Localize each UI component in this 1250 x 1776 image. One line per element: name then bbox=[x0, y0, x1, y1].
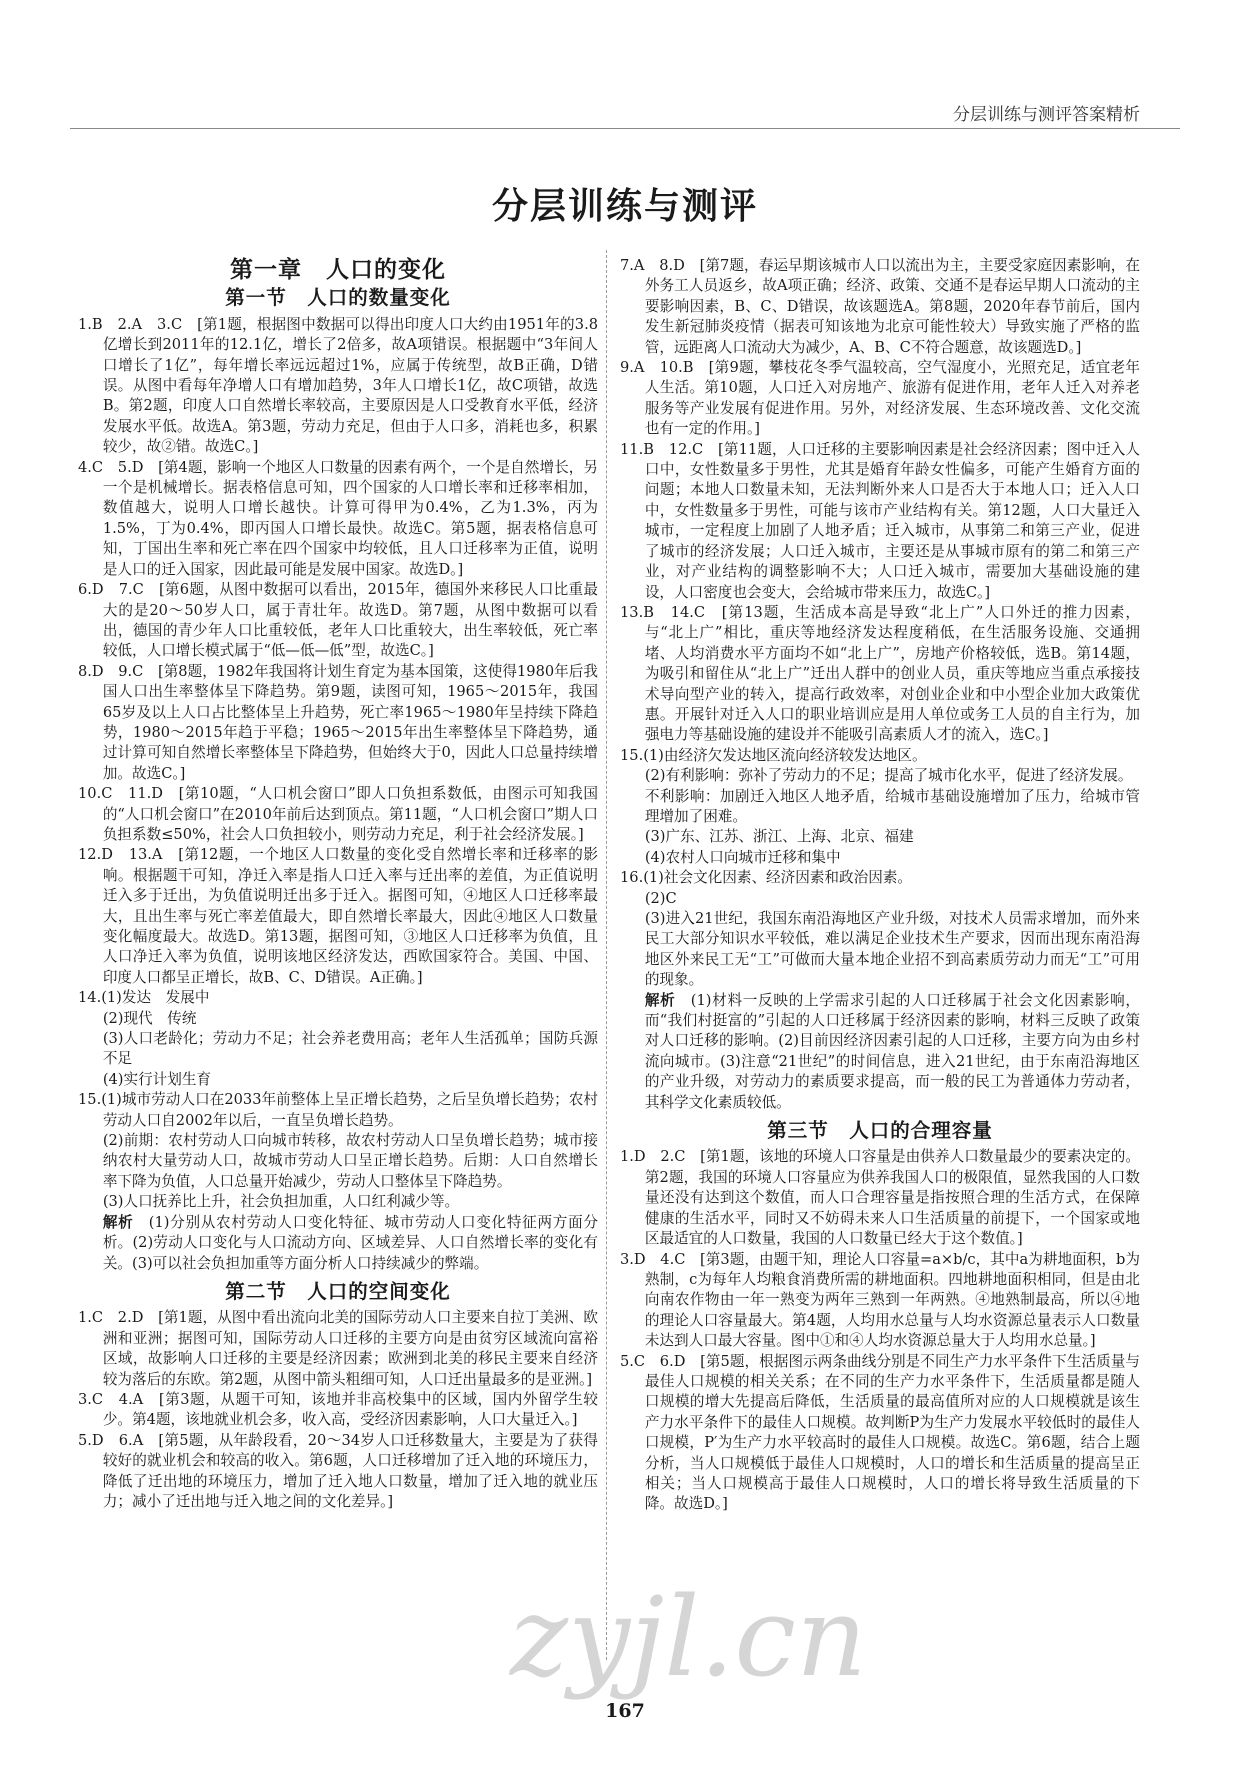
answer-14-4: (4)实行计划生育 bbox=[102, 1070, 212, 1088]
answer-s3-3-4: 3.D 4.C [第3题，由题干知，理论人口容量=a×b/c，其中a为耕地面积，b为熟制，c为每年人均粮食消费所需的耕地面积。四地耕地面积相同，但是由北向南农作物由一年一熟变为两年三熟到一年两熟。④地熟制最高，所以④地的理论人口容量最大。第4题，人均用水总量与人均水资源总量表示人口数量未达到人口最大容量。图中①和④人均水资源总量大于人均用水总量。] bbox=[620, 1250, 1140, 1350]
answer-4-5: 4.C 5.D [第4题，影响一个地区人口数量的因素有两个，一个是自然增长，另一个是机械增长。据表格信息可知，四个国家的人口增长率和迁移率相加，数值越大，说明人口增长越快。计算可得甲为0.4%，乙为1.3%，丙为1.5%，丁为0.4%，即丙国人口增长最快。故选C。第5题，据表格信息可知，丁国出生率和死亡率在四个国家中均较低，且人口迁移率为正值，说明是人口的迁入国家，因此最可能是发展中国家。故选D。] bbox=[78, 458, 598, 578]
section-title-1: 第一节 人口的数量变化 bbox=[225, 286, 451, 310]
answer-14-2: (2)现代 传统 bbox=[102, 1009, 197, 1027]
analysis-text: (1)分别从农村劳动人口变化特征、城市劳动人口变化特征两方面分析。(2)劳动人口变化与人口流动方向、区域差异、人口自然增长率的变化有关。(3)可以社会负担加重等方面分析人口持续减少的弊端。 bbox=[102, 1213, 598, 1272]
page-title: 分层训练与测评 bbox=[491, 186, 758, 227]
answer-s2-15-2: (2)有利影响：弥补了劳动力的不足；提高了城市化水平，促进了经济发展。 bbox=[644, 767, 1133, 785]
right-column bbox=[620, 256, 1140, 1515]
answer-s2-16-2: (2)C bbox=[644, 889, 677, 907]
section-title-2: 第二节 人口的空间变化 bbox=[225, 1279, 451, 1303]
answer-8-9: 8.D 9.C [第8题，1982年我国将计划生育定为基本国策，这使得1980年后我国人口出生率整体呈下降趋势。第9题，读图可知，1965～2015年，我国65岁及以上人口占比整体呈上升趋势，死亡率1965～1980年呈持续下降趋势，1980～2015年趋于平稳；1965～2015年出生率整体呈下降趋势，通过计算可知自然增长率整体呈下降趋势，但始终大于0，因此人口总量持续增加。故选C。] bbox=[78, 662, 598, 782]
answer-15-2: (2)前期：农村劳动人口向城市转移，故农村劳动人口呈负增长趋势；城市接纳农村大量劳动人口，故城市劳动人口呈正增长趋势。后期：人口自然增长率下降为负值，人口总量开始减少，劳动人口整体呈下降趋势。 bbox=[102, 1132, 598, 1190]
answer-10-11: 10.C 11.D [第10题，“人口机会窗口”即人口负担系数低，由图示可知我国的“人口机会窗口”在2010年前后达到顶点。第11题，“人口机会窗口”期人口负担系数≤50%，社会人口负担较小，则劳动力充足，利于社会经济发展。] bbox=[78, 785, 598, 843]
running-header: 分层训练与测评答案精析 bbox=[953, 105, 1140, 125]
answer-s3-1-2: 1.D 2.C [第1题，该地的环境人口容量是由供养人口数量最少的要素决定的。第2题，我国的环境人口容量应为供养我国人口的极限值，显然我国的人口数量还没有达到这个数值，而人口合理容量是指按照合理的生活方式，在保障健康的生活水平，同时又不妨碍未来人口生活质量的前提下，一个国家或地区最适宜的人口数量，我国的人口数量已经大于这个数值。] bbox=[620, 1148, 1140, 1248]
watermark-text: zyjl.cn bbox=[510, 1573, 867, 1701]
answer-s2-13-14: 13.B 14.C [第13题，生活成本高是导致“北上广”人口外迁的推力因素，与“北上广”相比，重庆等地经济发达程度稍低，在生活服务设施、交通拥堵、人均消费水平方面均不如“北上广”，房地产价格较低，选B。第14题，为吸引和留住从“北上广”迁出人群中的创业人员，重庆等地应当重点承接技术导向型产业的转入，提高行政效率，对创业企业和中小型企业加大政策优惠。开展针对迁入人口的职业培训应是用人单位或务工人员的自主行为，加强电力等基础设施的建设并不能吸引高素质人才的流入，选C。] bbox=[620, 603, 1140, 744]
answer-s2-9-10: 9.A 10.B [第9题，攀枝花冬季气温较高，空气湿度小，光照充足，适宜老年人生活。第10题，人口迁入对房地产、旅游有促进作用，老年人迁入对养老服务等产业发展有促进作用。另外，对经济发展、生态环境改善、文化交流也有一定的作用。] bbox=[620, 359, 1140, 438]
answer-s2-1-2: 1.C 2.D [第1题，从图中看出流向北美的国际劳动人口主要来自拉丁美洲、欧洲和亚洲；据图可知，国际劳动人口迁移的主要方向是由贫穷区域流向富裕区域，故影响人口迁移的主要是经济因素；欧洲到北美的移民主要来自经济较为落后的东欧。第2题，从图中箭头粗细可知，人口迁出量最多的是亚洲。] bbox=[78, 1309, 598, 1388]
answer-s2-15-2b: 不利影响：加剧迁入地区人地矛盾，给城市基础设施增加了压力，给城市管理增加了困难。 bbox=[644, 787, 1140, 825]
section-title-3: 第三节 人口的合理容量 bbox=[767, 1119, 993, 1143]
analysis-15 bbox=[78, 1213, 598, 1274]
left-column bbox=[78, 256, 598, 1512]
page-number: 167 bbox=[605, 1700, 645, 1722]
answer-s2-7-8: 7.A 8.D [第7题，春运早期该城市人口以流出为主，主要受家庭因素影响，在外务工人员返乡，故A项正确；经济、政策、交通不是春运早期人口流动的主要影响因素，B、C、D错误，故该题选A。第8题，2020年春节前后，国内发生新冠肺炎疫情（据表可知该地为北京可能性较大）导致实施了严格的监管，远距离人口流动大为减少，A、B、C不符合题意，故该题选D。] bbox=[620, 257, 1140, 356]
watermark-logo bbox=[500, 1560, 867, 1710]
answer-s2-15-1: 15.(1)由经济欠发达地区流向经济较发达地区。 bbox=[620, 746, 927, 764]
answer-15-3: (3)人口抚养比上升，社会负担加重，人口红利减少等。 bbox=[102, 1193, 460, 1211]
chapter-title: 第一章 人口的变化 bbox=[230, 257, 446, 283]
answer-s3-5-6: 5.C 6.D [第5题，根据图示两条曲线分别是不同生产力水平条件下生活质量与最佳人口规模的相关关系；在不同的生产力水平条件下，生活质量都是随人口规模的增大先提高后降低，生活质量的最高值所对应的人口规模就是该生产力水平条件下的最佳人口规模。故判断P为生产力发展水平较低时的最佳人口规模，P′为生产力水平较高时的最佳人口规模。故选C。第6题，结合上题分析，当人口规模低于最佳人口规模时，人口的增长和生活质量的提高呈正相关；当人口规模高于最佳人口规模时，人口的增长将导致生活质量的下降。故选D。] bbox=[620, 1352, 1140, 1513]
analysis-text: (1)材料一反映的上学需求引起的人口迁移属于社会文化因素影响，而“我们村挺富的”引起的人口迁移属于经济因素的影响，材料三反映了政策对人口迁移的影响。(2)目前因经济因素引起的人口迁移，主要方向为由乡村流向城市。(3)注意“21世纪”的时间信息，进入21世纪，由于东南沿海地区的产业升级，对劳动力的素质要求提高，而一般的民工为普通体力劳动者，其科学文化素质较低。 bbox=[644, 991, 1140, 1111]
analysis-label: 解析 bbox=[644, 991, 676, 1009]
answer-14-1: 14.(1)发达 发展中 bbox=[78, 989, 210, 1007]
answer-12-13: 12.D 13.A [第12题，一个地区人口数量的变化受自然增长率和迁移率的影响。根据题干可知，净迁入率是指人口迁入率与迁出率的差值，为正值说明迁入多于迁出，为负值说明迁出多于迁入。据图可知，④地区人口迁移率最大，且出生率与死亡率差值最大，即自然增长率最大，因此④地区人口数量变化幅度最大。故选D。第13题，据图可知，③地区人口迁移率为负值，且人口净迁入率为负值，说明该地区经济发达，西欧国家符合。美国、中国、印度人口都呈正增长，故B、C、D错误。A正确。] bbox=[78, 846, 598, 986]
answer-6-7: 6.D 7.C [第6题，从图中数据可以看出，2015年，德国外来移民人口比重最大的是20～50岁人口，属于青壮年。故选D。第7题，从图中数据可以看出，德国的青少年人口比重较低，老年人口比重较大，出生率较低，死亡率较低，人口增长模式属于“低—低—低”型，故选C。] bbox=[78, 581, 598, 660]
answer-s2-3-4: 3.C 4.A [第3题，从题干可知，该地并非高校集中的区域，国内外留学生较少。第4题，该地就业机会多，收入高，受经济因素影响，人口大量迁入。] bbox=[78, 1390, 598, 1429]
answer-s2-16-1: 16.(1)社会文化因素、经济因素和政治因素。 bbox=[620, 869, 912, 887]
answer-s2-15-4: (4)农村人口向城市迁移和集中 bbox=[644, 848, 841, 866]
answer-1-3: 1.B 2.A 3.C [第1题，根据图中数据可以得出印度人口大约由1951年的3.8亿增长到2011年的12.1亿，增长了2倍多，故A项错误。根据题中“3年间人口增长了1亿”，每年增长率远远超过1%，应属于传统型，故B正确，D错误。从图中看每年净增人口有增加趋势，3年人口增长1亿，故C项错，故选B。第2题，印度人口自然增长率较高，主要原因是人口受教育水平低，经济发展水平低。故选A。第3题，劳动力充足，但由于人口多，消耗也多，积累较少，故②错。故选C。] bbox=[78, 315, 598, 456]
answer-s2-11-12: 11.B 12.C [第11题，人口迁移的主要影响因素是社会经济因素；图中迁入人口中，女性数量多于男性，尤其是婚育年龄女性偏多，可能产生婚育方面的问题；本地人口数量未知，无法判断外来人口是否大于本地人口；迁入人口中，女性数量多于男性，可能与该市产业结构有关。第12题，人口大量迁入城市，一定程度上加剧了人地矛盾；迁入城市，从事第二和第三产业，促进了城市的经济发展；人口迁入城市，主要还是从事城市原有的第二和第三产业，对产业结构的调整影响不大；人口迁入城市，需要加大基础设施的建设，人口密度也会变大，会给城市带来压力，故选C。] bbox=[620, 440, 1140, 601]
header-rule bbox=[70, 128, 1180, 129]
column-divider bbox=[606, 250, 607, 1660]
analysis-label: 解析 bbox=[102, 1213, 134, 1231]
answer-s2-16-3: (3)进入21世纪，我国东南沿海地区产业升级，对技术人员需求增加，而外来民工大部分知识水平较低，难以满足企业技术生产要求，因而出现东南沿海地区外来民工无“工”可做而大量本地企业招不到高素质劳动力而无“工”可用的现象。 bbox=[644, 910, 1140, 989]
answer-14-3: (3)人口老龄化；劳动力不足；社会养老费用高；老年人生活孤单；国防兵源不足 bbox=[102, 1030, 598, 1068]
analysis-16 bbox=[620, 991, 1140, 1113]
answer-s2-15-3: (3)广东、江苏、浙江、上海、北京、福建 bbox=[644, 828, 914, 846]
answer-s2-5-6: 5.D 6.A [第5题，从年龄段看，20～34岁人口迁移数量大，主要是为了获得较好的就业机会和较高的收入。第6题，人口迁移增加了迁入地的环境压力，降低了迁出地的环境压力，增加了迁入地人口数量，增加了迁入地的就业压力；减小了迁出地与迁入地之间的文化差异。] bbox=[78, 1431, 598, 1510]
answer-15-1: 15.(1)城市劳动人口在2033年前整体上呈正增长趋势，之后呈负增长趋势；农村劳动人口自2002年以后，一直呈负增长趋势。 bbox=[78, 1091, 598, 1129]
